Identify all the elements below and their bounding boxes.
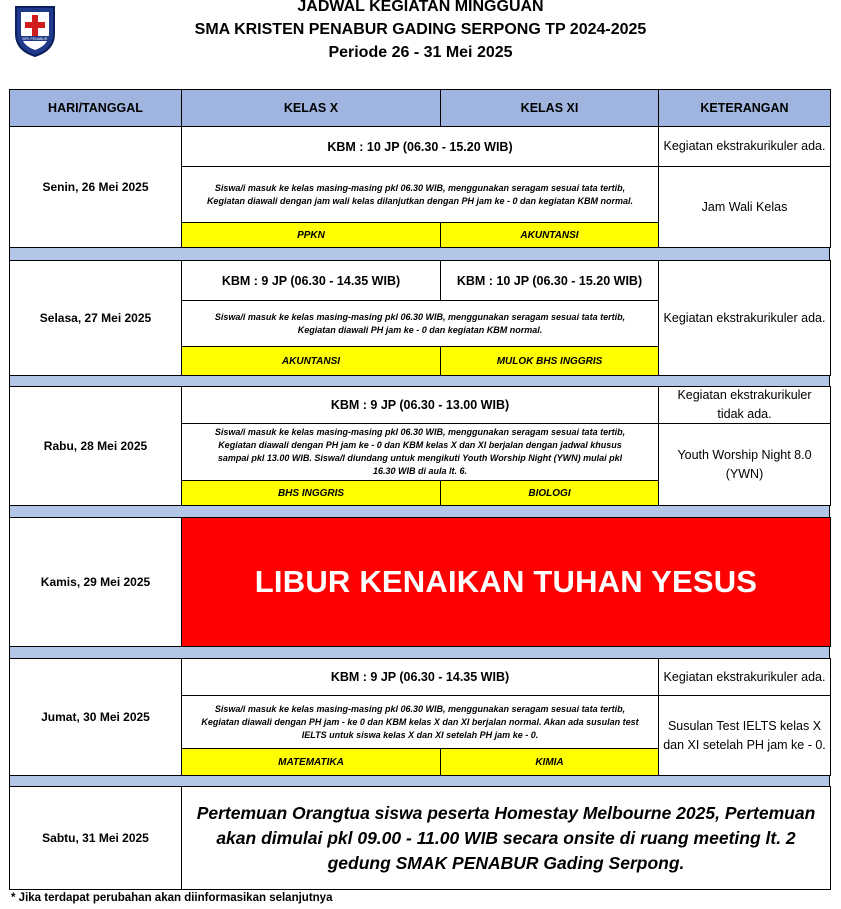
monday-ket-2: Jam Wali Kelas — [658, 166, 831, 248]
day-friday: Jumat, 30 Mei 2025 — [9, 658, 182, 776]
day-monday: Senin, 26 Mei 2025 — [9, 126, 182, 248]
friday-ket-1: Kegiatan ekstrakurikuler ada. — [658, 658, 831, 696]
friday-subject-xi: KIMIA — [440, 748, 659, 776]
day-thursday: Kamis, 29 Mei 2025 — [9, 517, 182, 647]
friday-ket-2 — [658, 695, 831, 776]
tuesday-subject-x: AKUNTANSI — [181, 346, 441, 376]
wednesday-ket-2-line-2: (YWN) — [725, 466, 764, 481]
saturday-event-line-1: Pertemuan Orangtua siswa peserta Homestay Melbourne 2025, Pertemuan — [196, 802, 816, 823]
svg-text:BPK PENABUR: BPK PENABUR — [22, 37, 48, 41]
wednesday-ket-2 — [658, 423, 831, 506]
saturday-event-line-3: gedung SMAK PENABUR Gading Serpong. — [327, 852, 685, 873]
friday-kbm: KBM : 9 JP (06.30 - 14.35 WIB) — [181, 658, 659, 696]
tuesday-note — [181, 300, 659, 347]
friday-subject-x: MATEMATIKA — [181, 748, 441, 776]
title-line-3: Periode 26 - 31 Mei 2025 — [328, 44, 513, 61]
wednesday-ket-2-line-1: Youth Worship Night 8.0 — [677, 447, 812, 462]
monday-note-line-2: Kegiatan diawali dengan jam wali kelas dilanjutkan dengan PH jam ke - 0 dan kegiatan KBM normal. — [206, 195, 634, 206]
monday-subject-xi: AKUNTANSI — [440, 222, 659, 248]
friday-ket-2-line-1: Susulan Test IELTS kelas X — [667, 718, 822, 733]
monday-subject-x: PPKN — [181, 222, 441, 248]
wednesday-ket-1 — [658, 386, 831, 424]
wednesday-subject-xi: BIOLOGI — [440, 480, 659, 506]
saturday-event — [181, 786, 831, 890]
header-keterangan: KETERANGAN — [658, 89, 831, 127]
wednesday-note-line-1: Siswa/i masuk ke kelas masing-masing pkl 06.30 WIB, menggunakan seragam sesuai tata tertib, — [214, 427, 626, 437]
title-line-1: JADWAL KEGIATAN MINGGUAN — [297, 0, 544, 15]
holiday-banner: LIBUR KENAIKAN TUHAN YESUS — [181, 517, 831, 647]
title-line-2: SMA KRISTEN PENABUR GADING SERPONG TP 2024-2025 — [194, 21, 647, 38]
monday-kbm: KBM : 10 JP (06.30 - 15.20 WIB) — [181, 126, 659, 167]
wednesday-ket-1-line-2: tidak ada. — [717, 407, 772, 421]
tuesday-note-line-2: Kegiatan diawali PH jam ke - 0 dan kegiatan KBM normal. — [297, 324, 543, 335]
wednesday-note — [181, 423, 659, 481]
friday-note — [181, 695, 659, 749]
monday-note — [181, 166, 659, 223]
saturday-event-line-2: akan dimulai pkl 09.00 - 11.00 WIB secara onsite di ruang meeting lt. 2 — [216, 827, 796, 848]
friday-note-line-3: IELTS untuk siswa kelas X dan XI setelah PH jam ke - 0. — [301, 729, 539, 740]
day-tuesday: Selasa, 27 Mei 2025 — [9, 260, 182, 376]
day-saturday: Sabtu, 31 Mei 2025 — [9, 786, 182, 890]
wednesday-note-line-4: 16.30 WIB di aula lt. 6. — [372, 466, 468, 476]
day-wednesday: Rabu, 28 Mei 2025 — [9, 386, 182, 506]
tuesday-note-line-1: Siswa/i masuk ke kelas masing-masing pkl 06.30 WIB, menggunakan seragam sesuai tata tertib, — [214, 311, 626, 322]
wednesday-note-line-2: Kegiatan diawali dengan PH jam ke - 0 dan KBM kelas X dan XI berjalan dengan jadwal khusus — [218, 440, 622, 450]
friday-note-line-1: Siswa/i masuk ke kelas masing-masing pkl 06.30 WIB, menggunakan seragam sesuai tata tertib, — [214, 703, 626, 714]
header-kelas-x: KELAS X — [181, 89, 441, 127]
tuesday-kbm-xi: KBM : 10 JP (06.30 - 15.20 WIB) — [440, 260, 659, 301]
header-day: HARI/TANGGAL — [9, 89, 182, 127]
friday-note-line-2: Kegiatan diawali dengan PH jam - ke 0 dan KBM kelas X dan XI berjalan normal. Akan ada susulan test — [201, 716, 639, 727]
wednesday-kbm: KBM : 9 JP (06.30 - 13.00 WIB) — [181, 386, 659, 424]
wednesday-subject-x: BHS INGGRIS — [181, 480, 441, 506]
wednesday-ket-1-line-1: Kegiatan ekstrakurikuler — [677, 388, 812, 402]
row-separator — [9, 247, 830, 261]
header-kelas-xi: KELAS XI — [440, 89, 659, 127]
monday-note-line-1: Siswa/i masuk ke kelas masing-masing pkl 06.30 WIB, menggunakan seragam sesuai tata tertib, — [214, 182, 626, 193]
monday-ket-1: Kegiatan ekstrakurikuler ada. — [658, 126, 831, 167]
tuesday-ket: Kegiatan ekstrakurikuler ada. — [658, 260, 831, 376]
footnote: * Jika terdapat perubahan akan diinformasikan selanjutnya — [11, 892, 333, 904]
wednesday-note-line-3: sampai pkl 13.00 WIB. Siswa/I diundang untuk mengikuti Youth Worship Night (YWN) mulai pkl — [217, 453, 623, 463]
friday-ket-2-line-2: dan XI setelah PH jam ke - 0. — [663, 737, 826, 752]
tuesday-kbm-x: KBM : 9 JP (06.30 - 14.35 WIB) — [181, 260, 441, 301]
tuesday-subject-xi: MULOK BHS INGGRIS — [440, 346, 659, 376]
